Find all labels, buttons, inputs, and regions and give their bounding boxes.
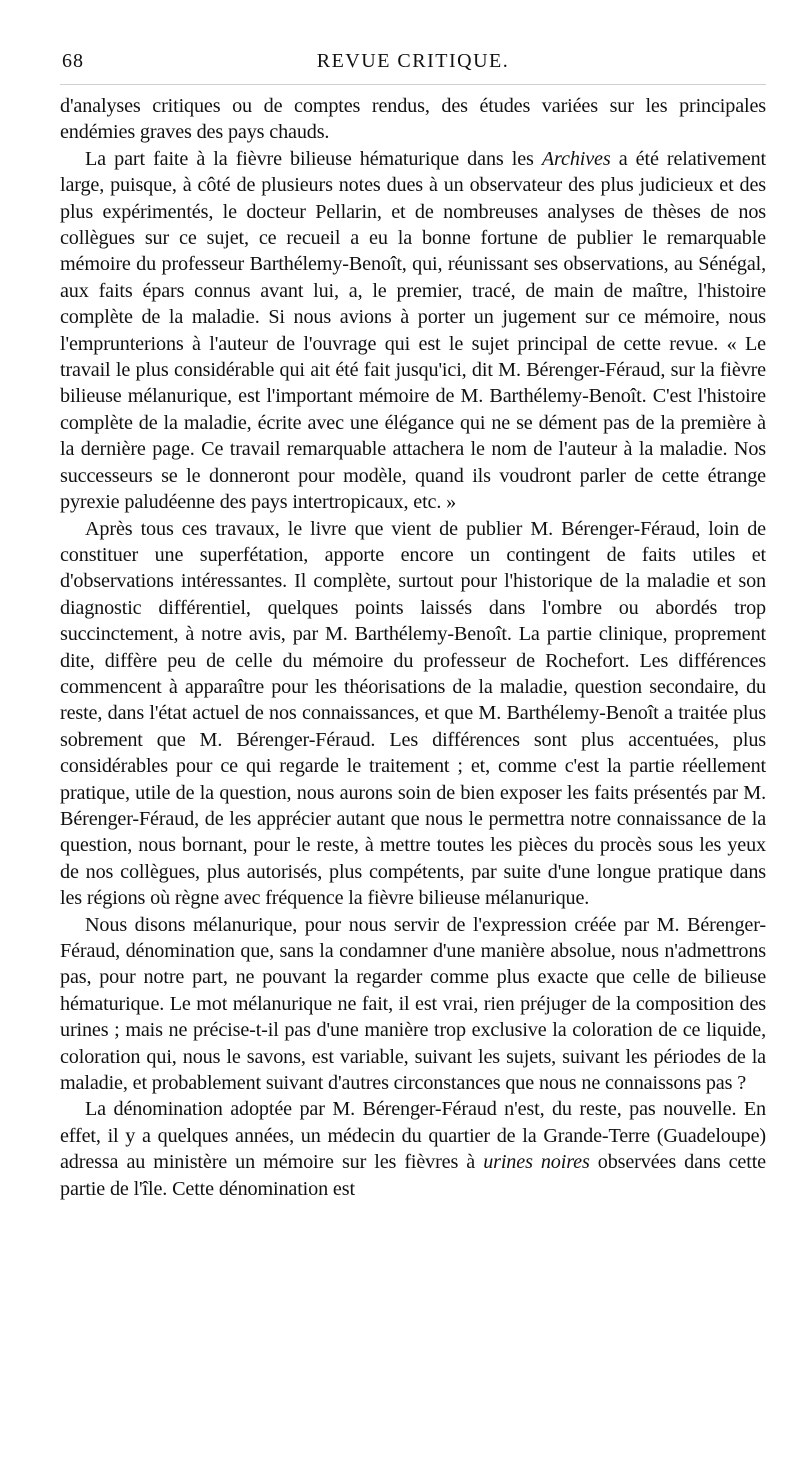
italic-text: urines noires <box>483 1151 590 1174</box>
text-segment: a été relativement large, puisque, à côté de plusieurs notes dues à un observateur des plus judicieux et des plus expérimentés, le docteur Pellarin, et de nombreuses analyses de thèses de nos collègues sur ce sujet, ce recueil a eu la bonne fortune de publier le remarquable mémoire du professeur Barthélemy-Benoît, qui, réunissant ses observations, au Sénégal, aux faits épars connus avant lui, a, le premier, tracé, de main de maître, l'histoire complète de la maladie. Si nous avions à porter un jugement sur ce mémoire, nous l'emprunterions à l'auteur de l'ouvrage qui est le sujet principal de cette revue. « Le travail le plus considérable qui ait été fait jusqu'ici, dit M. Bérenger-Féraud, sur la fièvre bilieuse mélanurique, est l'important mémoire de M. Barthélemy-Benoît. C'est l'histoire complète de la maladie, écrite avec une élégance qui ne se dément pas de la première à la dernière page. Ce travail remarquable attachera le nom de l'auteur à la maladie. Nos successeurs se le donneront pour modèle, quand ils voudront parler de cette étrange pyrexie paludéenne des pays intertropicaux, etc. » <box>60 147 766 514</box>
paragraph <box>60 912 766 1097</box>
italic-text: Archives <box>541 147 611 170</box>
body-text <box>60 93 766 1202</box>
paragraph <box>60 146 766 516</box>
text-segment: Après tous ces travaux, le livre que vient de publier M. Bérenger-Féraud, loin de constituer une superfétation, apporte encore un contingent de faits utiles et d'observations intéressantes. Il complète, surtout pour l'historique de la maladie et son diagnostic différentiel, quelques points laissés dans l'ombre ou abordés trop succinctement, à notre avis, par M. Barthélemy-Benoît. La partie clinique, proprement dite, diffère peu de celle du mémoire du professeur de Rochefort. Les différences commencent à apparaître pour les théorisations de la maladie, question secondaire, du reste, dans l'état actuel de nos connaissances, et que M. Barthélemy-Benoît a traitée plus sobrement que M. Bérenger-Féraud. Les différences sont plus accentuées, plus considérables pour ce qui regarde le traitement ; et, comme c'est la partie réellement pratique, utile de la question, nous aurons soin de bien exposer les faits présentés par M. Bérenger-Féraud, de les apprécier autant que nous le permettra notre connaissance de la question, nous bornant, pour le reste, à mettre toutes les pièces du procès sous les yeux de nos collègues, plus autorisés, plus compétents, par suite d'une longue pratique dans les régions où règne avec fréquence la fièvre bilieuse mélanurique. <box>60 517 766 910</box>
text-segment: Nous disons mélanurique, pour nous servir de l'expression créée par M. Bérenger-Féraud, dénomination que, sans la condamner d'une manière absolue, nous n'admettrons pas, pour notre part, ne pouvant la regarder comme plus exacte que celle de bilieuse hématurique. Le mot mélanurique ne fait, il est vrai, rien préjuger de la composition des urines ; mais ne précise-t-il pas d'une manière trop exclusive la coloration de ce liquide, coloration qui, nous le savons, est variable, suivant les sujets, suivant les périodes de la maladie, et probablement suivant d'autres circonstances que nous ne connaissons pas ? <box>60 913 766 1095</box>
paragraph <box>60 1096 766 1202</box>
page-number: 68 <box>62 50 84 72</box>
text-segment: observées dans cette partie de l'île. Cette dénomination est <box>60 1151 766 1200</box>
paragraph <box>60 93 766 146</box>
running-head <box>60 44 766 85</box>
text-segment: La part faite à la fièvre bilieuse hématurique dans les <box>85 147 542 170</box>
running-title: REVUE CRITIQUE. <box>316 50 510 72</box>
paragraph <box>60 516 766 912</box>
text-segment: d'analyses critiques ou de comptes rendus, des études variées sur les principales endémies graves des pays chauds. <box>60 95 766 144</box>
book-page <box>60 44 766 1202</box>
text-segment: La dénomination adoptée par M. Bérenger-Féraud n'est, du reste, pas nouvelle. En effet, il y a quelques années, un médecin du quartier de la Grande-Terre (Guadeloupe) adressa au ministère un mémoire sur les fièvres à <box>60 1098 766 1174</box>
